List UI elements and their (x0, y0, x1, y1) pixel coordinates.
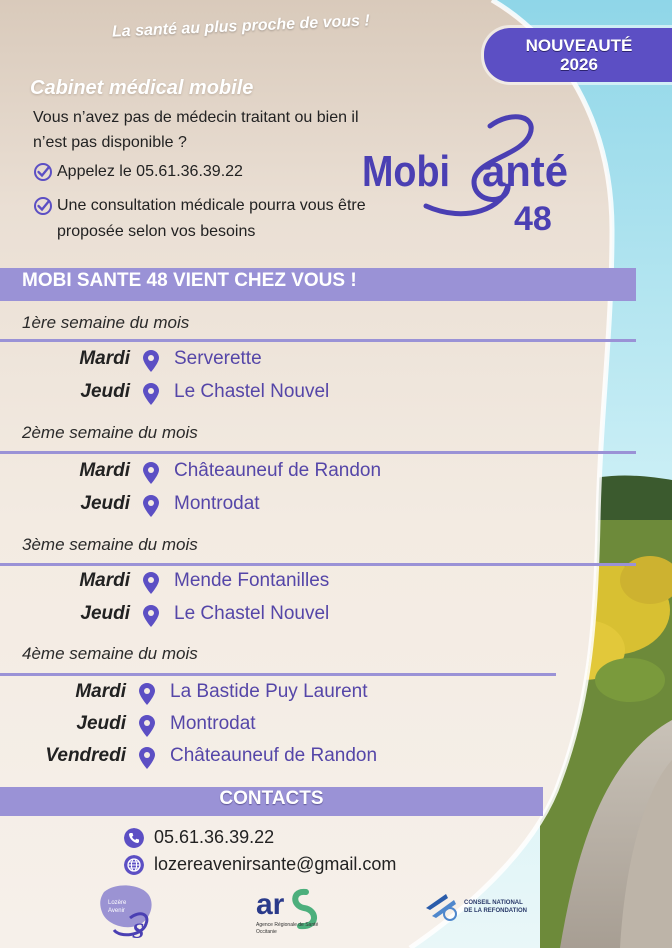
visit-day: Mardi (75, 681, 126, 702)
week-4-label: 4ème semaine du mois (22, 644, 198, 663)
location-pin-icon (143, 462, 159, 484)
mobisante-logo (362, 108, 582, 248)
visit-day: Mardi (79, 570, 130, 591)
location-pin-icon (143, 572, 159, 594)
tagline: La santé au plus proche de vous ! (111, 12, 371, 41)
cnr-logo (424, 890, 540, 926)
svg-text:CONSEIL NATIONAL: CONSEIL NATIONAL (464, 900, 523, 906)
visit-day: Jeudi (80, 381, 130, 402)
location-pin-icon (143, 605, 159, 627)
visit-day: Mardi (79, 460, 130, 481)
lozere-avenir-sante-logo (96, 880, 160, 942)
week-1-label: 1ère semaine du mois (22, 313, 190, 332)
globe-icon (124, 855, 144, 875)
contact-phone[interactable] (124, 827, 274, 848)
divider (0, 339, 636, 342)
visit-place: Montrodat (170, 713, 256, 734)
svg-text:Agence Régionale de Santé: Agence Régionale de Santé (256, 922, 319, 928)
location-pin-icon (139, 747, 155, 769)
divider (0, 563, 636, 566)
visit-place: Montrodat (174, 493, 260, 514)
logo-word1: Mobi (362, 147, 450, 196)
visit-place: Châteauneuf de Randon (170, 745, 378, 766)
visit-place: Châteauneuf de Randon (174, 460, 382, 481)
logo-word2: anté (482, 147, 568, 196)
svg-text:S: S (132, 918, 145, 942)
visit-place: Mende Fontanilles (174, 570, 330, 591)
badge-line1: NOUVEAUTÉ (525, 36, 633, 55)
check-circle-icon (33, 162, 53, 182)
check-circle-icon (33, 196, 53, 216)
visit-place: Le Chastel Nouvel (174, 381, 330, 402)
week-3-label: 3ème semaine du mois (22, 535, 198, 554)
divider (0, 451, 636, 454)
contacts-title: CONTACTS (219, 788, 324, 809)
svg-text:Avenir: Avenir (108, 908, 125, 914)
check-text-call: Appelez le 05.61.36.39.22 (57, 163, 243, 180)
visit-place: Serverette (174, 348, 262, 369)
location-pin-icon (143, 350, 159, 372)
schedule-title: MOBI SANTE 48 VIENT CHEZ VOUS ! (22, 270, 357, 291)
logo-number: 48 (514, 200, 552, 238)
check-item-call (33, 159, 363, 185)
svg-text:DE LA REFONDATION: DE LA REFONDATION (464, 908, 527, 914)
location-pin-icon (139, 715, 155, 737)
check-item-consultation (33, 193, 378, 245)
location-pin-icon (143, 383, 159, 405)
svg-text:Occitanie: Occitanie (256, 929, 277, 935)
badge-line2: 2026 (560, 55, 598, 74)
visit-day: Vendredi (45, 745, 126, 766)
cabinet-title: Cabinet médical mobile (30, 77, 254, 99)
location-pin-icon (139, 683, 155, 705)
divider (0, 673, 556, 676)
check-text-consultation: Une consultation médicale pourra vous être proposée selon vos besoins (57, 197, 366, 240)
phone-icon (124, 828, 144, 848)
ars-occitanie-logo (248, 884, 338, 942)
visit-place: La Bastide Puy Laurent (170, 681, 368, 702)
contact-email-text: lozereavenirsante@gmail.com (154, 854, 397, 874)
visit-day: Mardi (79, 348, 130, 369)
visit-day: Jeudi (76, 713, 126, 734)
svg-text:Lozère: Lozère (108, 900, 127, 906)
visit-day: Jeudi (80, 493, 130, 514)
contact-phone-text: 05.61.36.39.22 (154, 827, 275, 847)
visit-day: Jeudi (80, 603, 130, 624)
week-2-label: 2ème semaine du mois (22, 423, 198, 442)
intro-question: Vous n’avez pas de médecin traitant ou bien il n’est pas disponible ? (33, 109, 359, 151)
svg-text:ar: ar (256, 888, 285, 921)
location-pin-icon (143, 495, 159, 517)
visit-place: Le Chastel Nouvel (174, 603, 330, 624)
new-badge (484, 28, 672, 82)
contact-email[interactable] (124, 854, 396, 875)
